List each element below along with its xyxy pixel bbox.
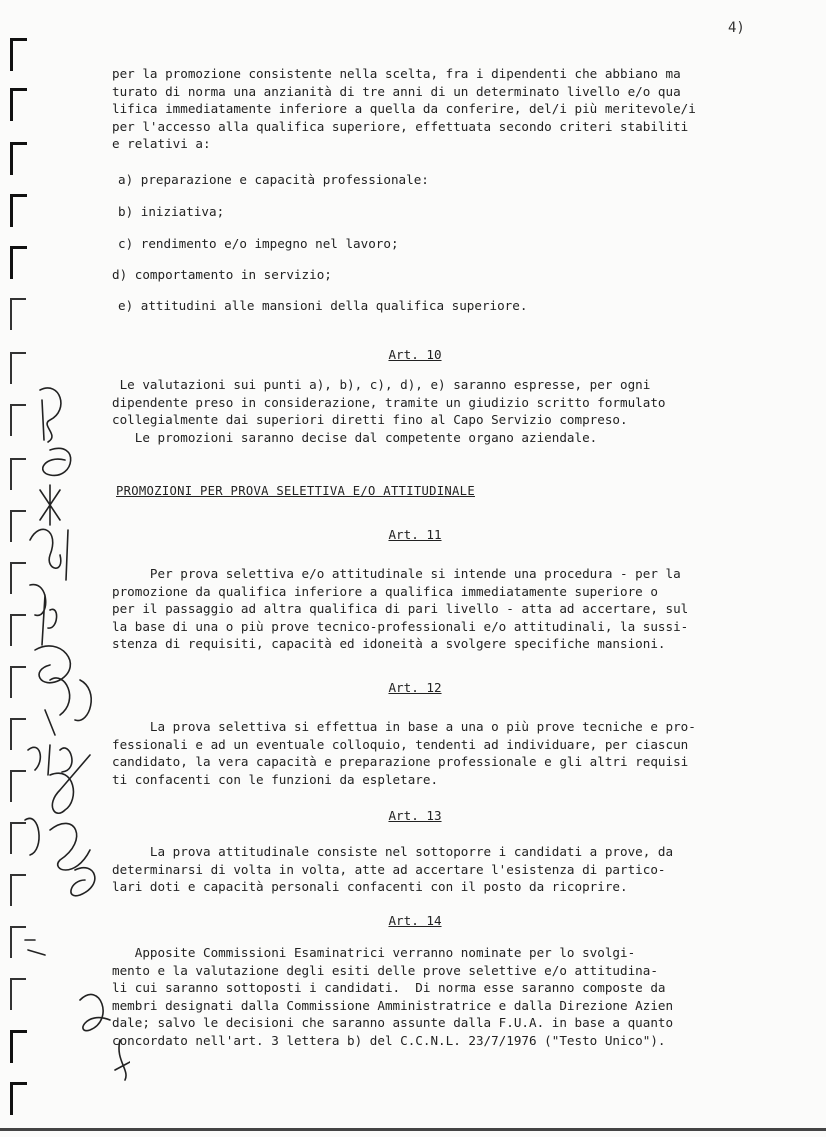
text-line: ti confacenti con le funzioni da espletare. xyxy=(112,771,439,787)
article-10-text xyxy=(112,376,752,446)
text-line: La prova selettiva si effettua in base a una o più prove tecniche e pro- xyxy=(112,719,696,734)
criteria-item-d: d) comportamento in servizio; xyxy=(112,267,332,282)
binder-hole-mark xyxy=(10,142,27,175)
criteria-item-c: c) rendimento e/o impegno nel lavoro; xyxy=(118,236,399,251)
section-heading: PROMOZIONI PER PROVA SELETTIVA E/O ATTITUDINALE xyxy=(116,484,475,498)
text-line: Le valutazioni sui punti a), b), c), d), e) saranno espresse, per ogni xyxy=(112,377,651,392)
intro-paragraph xyxy=(112,65,752,153)
text-line: per l'accesso alla qualifica superiore, effettuata secondo criteri stabiliti xyxy=(112,118,689,134)
binder-hole-mark xyxy=(10,298,26,330)
article-heading: Art. 13 xyxy=(388,808,442,823)
article-12-text xyxy=(112,718,752,788)
text-line: li cui saranno sottoposti i candidati. Di norma esse saranno composte da xyxy=(112,980,666,995)
text-line: La prova attitudinale consiste nel sottoporre i candidati a prove, da xyxy=(112,844,674,859)
text-line: lifica immediatamente inferiore a quella da conferire, del/i più meritevole/i xyxy=(112,101,696,116)
text-line: lari doti e capacità personali confacenti con il posto da ricoprire. xyxy=(112,879,628,894)
criteria-item-a: a) preparazione e capacità professionale: xyxy=(118,172,429,187)
article-11-text xyxy=(112,565,752,653)
text-line: stenza di requisiti, capacità ed idoneità a svolgere specifiche mansioni. xyxy=(112,636,666,651)
text-line: Per prova selettiva e/o attitudinale si intende una procedura - per la xyxy=(112,566,681,581)
article-heading: Art. 10 xyxy=(388,347,442,362)
text-line: e relativi a: xyxy=(112,136,211,151)
text-line: mento e la valutazione degli esiti delle prove selettive e/o attitudina- xyxy=(112,962,658,978)
text-line: membri designati dalla Commissione Amministratrice e dalla Direzione Azien xyxy=(112,997,674,1013)
text-line: dale; salvo le decisioni che saranno assunte dalla F.U.A. in base a quanto xyxy=(112,1015,674,1030)
binder-hole-mark xyxy=(10,246,27,279)
page-bottom-edge xyxy=(0,1128,826,1131)
text-line: collegialmente dai superiori diretti fino al Capo Servizio compreso. xyxy=(112,412,628,427)
page-number: 4) xyxy=(728,20,745,36)
article-heading: Art. 14 xyxy=(388,913,442,928)
text-line: turato di norma una anzianità di tre anni di un determinato livello e/o qua xyxy=(112,83,681,99)
criteria-item-e: e) attitudini alle mansioni della qualifica superiore. xyxy=(118,298,528,313)
article-heading: Art. 11 xyxy=(388,527,442,542)
text-line: dipendente preso in considerazione, tramite un giudizio scritto formulato xyxy=(112,394,666,410)
article-14-text xyxy=(112,944,752,1049)
criteria-item-b: b) iniziativa; xyxy=(118,204,225,219)
article-heading: Art. 12 xyxy=(388,680,442,695)
text-line: promozione da qualifica inferiore a qualifica immediatamente superiore o xyxy=(112,583,658,599)
text-line: determinarsi di volta in volta, atte ad accertare l'esistenza di partico- xyxy=(112,861,666,877)
text-line: fessionali e ad un eventuale colloquio, tendenti ad individuare, per ciascun xyxy=(112,736,689,752)
text-line: concordato nell'art. 3 lettera b) del C.C.N.L. 23/7/1976 ("Testo Unico"). xyxy=(112,1032,666,1048)
text-line: la base di una o più prove tecnico-professionali e/o attitudinali, la sussi- xyxy=(112,618,689,634)
text-line: per il passaggio ad altra qualifica di pari livello - atta ad accertare, sul xyxy=(112,601,689,616)
text-line: candidato, la vera capacità e preparazione professionale e gli altri requisi xyxy=(112,754,689,769)
article-13-text xyxy=(112,843,752,896)
binder-hole-mark xyxy=(10,194,27,227)
binder-hole-mark xyxy=(10,88,27,121)
text-line: per la promozione consistente nella scelta, fra i dipendenti che abbiano ma xyxy=(112,66,681,81)
text-line: Apposite Commissioni Esaminatrici verranno nominate per lo svolgi- xyxy=(112,945,636,960)
text-line: Le promozioni saranno decise dal competente organo aziendale. xyxy=(112,429,598,445)
binder-hole-mark xyxy=(10,38,27,71)
